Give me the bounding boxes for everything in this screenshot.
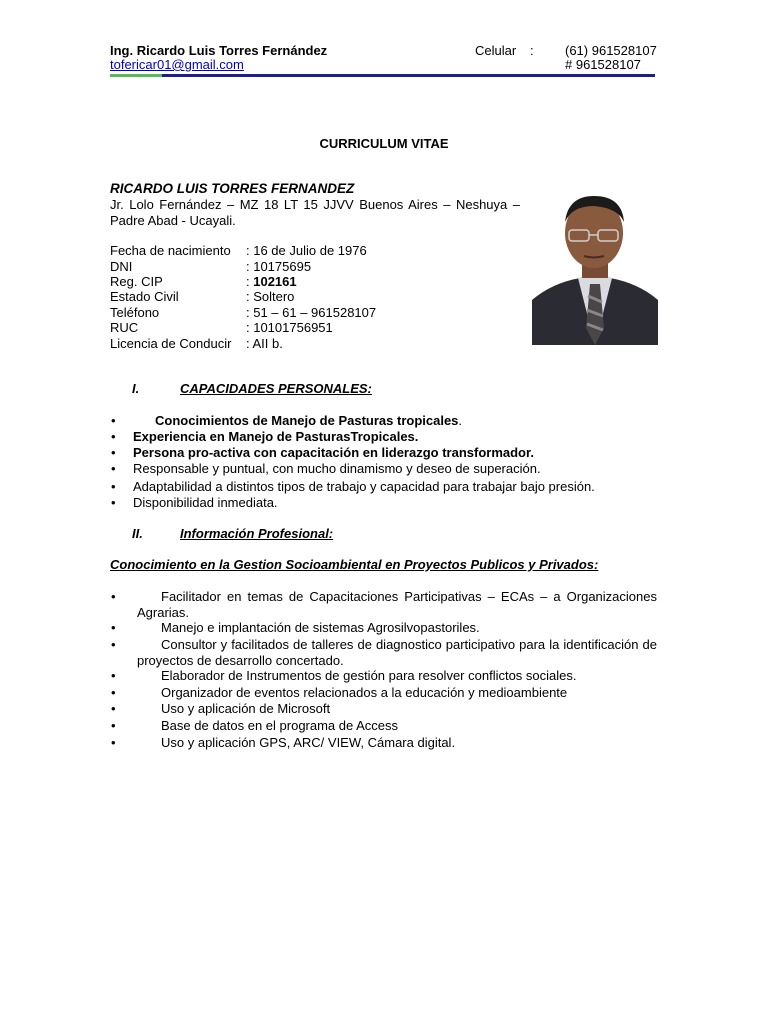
header-name: Ing. Ricardo Luis Torres Fernández bbox=[110, 43, 328, 58]
bullet-icon: • bbox=[111, 495, 116, 510]
list-item-text: Conocimientos de Manejo de Pasturas tropicales bbox=[155, 413, 459, 428]
info-value-birthdate: : 16 de Julio de 1976 bbox=[246, 243, 367, 258]
bullet-icon: • bbox=[111, 735, 116, 750]
cel-number-2: # 961528107 bbox=[565, 57, 641, 72]
list-item: Experiencia en Manejo de PasturasTropicales. bbox=[133, 429, 419, 444]
section-2-subtitle: Conocimiento en la Gestion Socioambiental en Proyectos Publicos y Privados: bbox=[110, 557, 599, 572]
list-item bbox=[155, 413, 462, 428]
list-item: Disponibilidad inmediata. bbox=[133, 495, 278, 510]
section-2-title: Información Profesional: bbox=[180, 526, 334, 541]
bullet-icon: • bbox=[111, 589, 116, 604]
profile-photo bbox=[532, 178, 658, 345]
list-item: Persona pro-activa con capacitación en liderazgo transformador. bbox=[133, 445, 534, 460]
info-value-cip-number: 102161 bbox=[253, 274, 297, 289]
bullet-icon: • bbox=[111, 620, 116, 635]
header-rule-blue bbox=[162, 74, 655, 77]
section-1-title: CAPACIDADES PERSONALES: bbox=[180, 381, 372, 396]
document-title: CURRICULUM VITAE bbox=[319, 136, 449, 151]
info-label-license: Licencia de Conducir bbox=[110, 336, 232, 351]
header-rule-green bbox=[110, 74, 162, 77]
info-label-birthdate: Fecha de nacimiento bbox=[110, 243, 231, 258]
bullet-icon: • bbox=[111, 668, 116, 683]
bullet-icon: • bbox=[111, 413, 116, 428]
info-value-cip-prefix: : bbox=[246, 274, 254, 289]
bullet-icon: • bbox=[111, 429, 116, 444]
list-item: Base de datos en el programa de Access bbox=[161, 718, 399, 733]
list-item-text: Consultor y facilitados de talleres de diagnostico participativo para la identificación de proyectos de desarrollo concertado. bbox=[137, 637, 657, 668]
bullet-icon: • bbox=[111, 637, 116, 652]
section-1-number: I. bbox=[132, 381, 140, 396]
bullet-icon: • bbox=[111, 445, 116, 460]
info-value-ruc: : 10101756951 bbox=[246, 320, 333, 335]
list-item bbox=[137, 589, 657, 621]
list-item: Organizador de eventos relacionados a la educación y medioambiente bbox=[161, 685, 568, 700]
list-item: Uso y aplicación de Microsoft bbox=[161, 701, 331, 716]
cel-number-1: (61) 961528107 bbox=[565, 43, 657, 58]
bullet-icon: • bbox=[111, 685, 116, 700]
full-name: RICARDO LUIS TORRES FERNANDEZ bbox=[110, 181, 355, 196]
cel-label: Celular bbox=[475, 43, 517, 58]
info-value-cip bbox=[246, 274, 297, 289]
bullet-icon: • bbox=[111, 718, 116, 733]
info-value-license: : AII b. bbox=[246, 336, 283, 351]
info-label-cip: Reg. CIP bbox=[110, 274, 163, 289]
list-item: Adaptabilidad a distintos tipos de trabajo y capacidad para trabajar bajo presión. bbox=[133, 479, 595, 494]
info-value-civil: : Soltero bbox=[246, 289, 295, 304]
list-item: Elaborador de Instrumentos de gestión para resolver conflictos sociales. bbox=[161, 668, 577, 683]
list-item: Responsable y puntual, con mucho dinamismo y deseo de superación. bbox=[133, 461, 541, 476]
info-label-dni: DNI bbox=[110, 259, 133, 274]
list-item bbox=[137, 637, 657, 669]
info-label-phone: Teléfono bbox=[110, 305, 160, 320]
list-item-punctuation: . bbox=[458, 413, 463, 428]
bullet-icon: • bbox=[111, 701, 116, 716]
bullet-icon: • bbox=[111, 479, 116, 494]
info-value-phone: : 51 – 61 – 961528107 bbox=[246, 305, 377, 320]
info-label-ruc: RUC bbox=[110, 320, 139, 335]
address: Jr. Lolo Fernández – MZ 18 LT 15 JJVV Buenos Aires – Neshuya – Padre Abad - Ucayali. bbox=[110, 197, 520, 228]
info-value-dni: : 10175695 bbox=[246, 259, 312, 274]
list-item: Manejo e implantación de sistemas Agrosilvopastoriles. bbox=[161, 620, 480, 635]
email-link[interactable]: tofericar01@gmail.com bbox=[110, 57, 244, 72]
bullet-icon: • bbox=[111, 461, 116, 476]
list-item: Uso y aplicación GPS, ARC/ VIEW, Cámara digital. bbox=[161, 735, 456, 750]
info-label-civil: Estado Civil bbox=[110, 289, 179, 304]
cel-colon: : bbox=[530, 43, 534, 58]
section-2-number: II. bbox=[132, 526, 143, 541]
list-item-text: Facilitador en temas de Capacitaciones Participativas – ECAs – a Organizaciones Agrarias. bbox=[137, 589, 657, 620]
